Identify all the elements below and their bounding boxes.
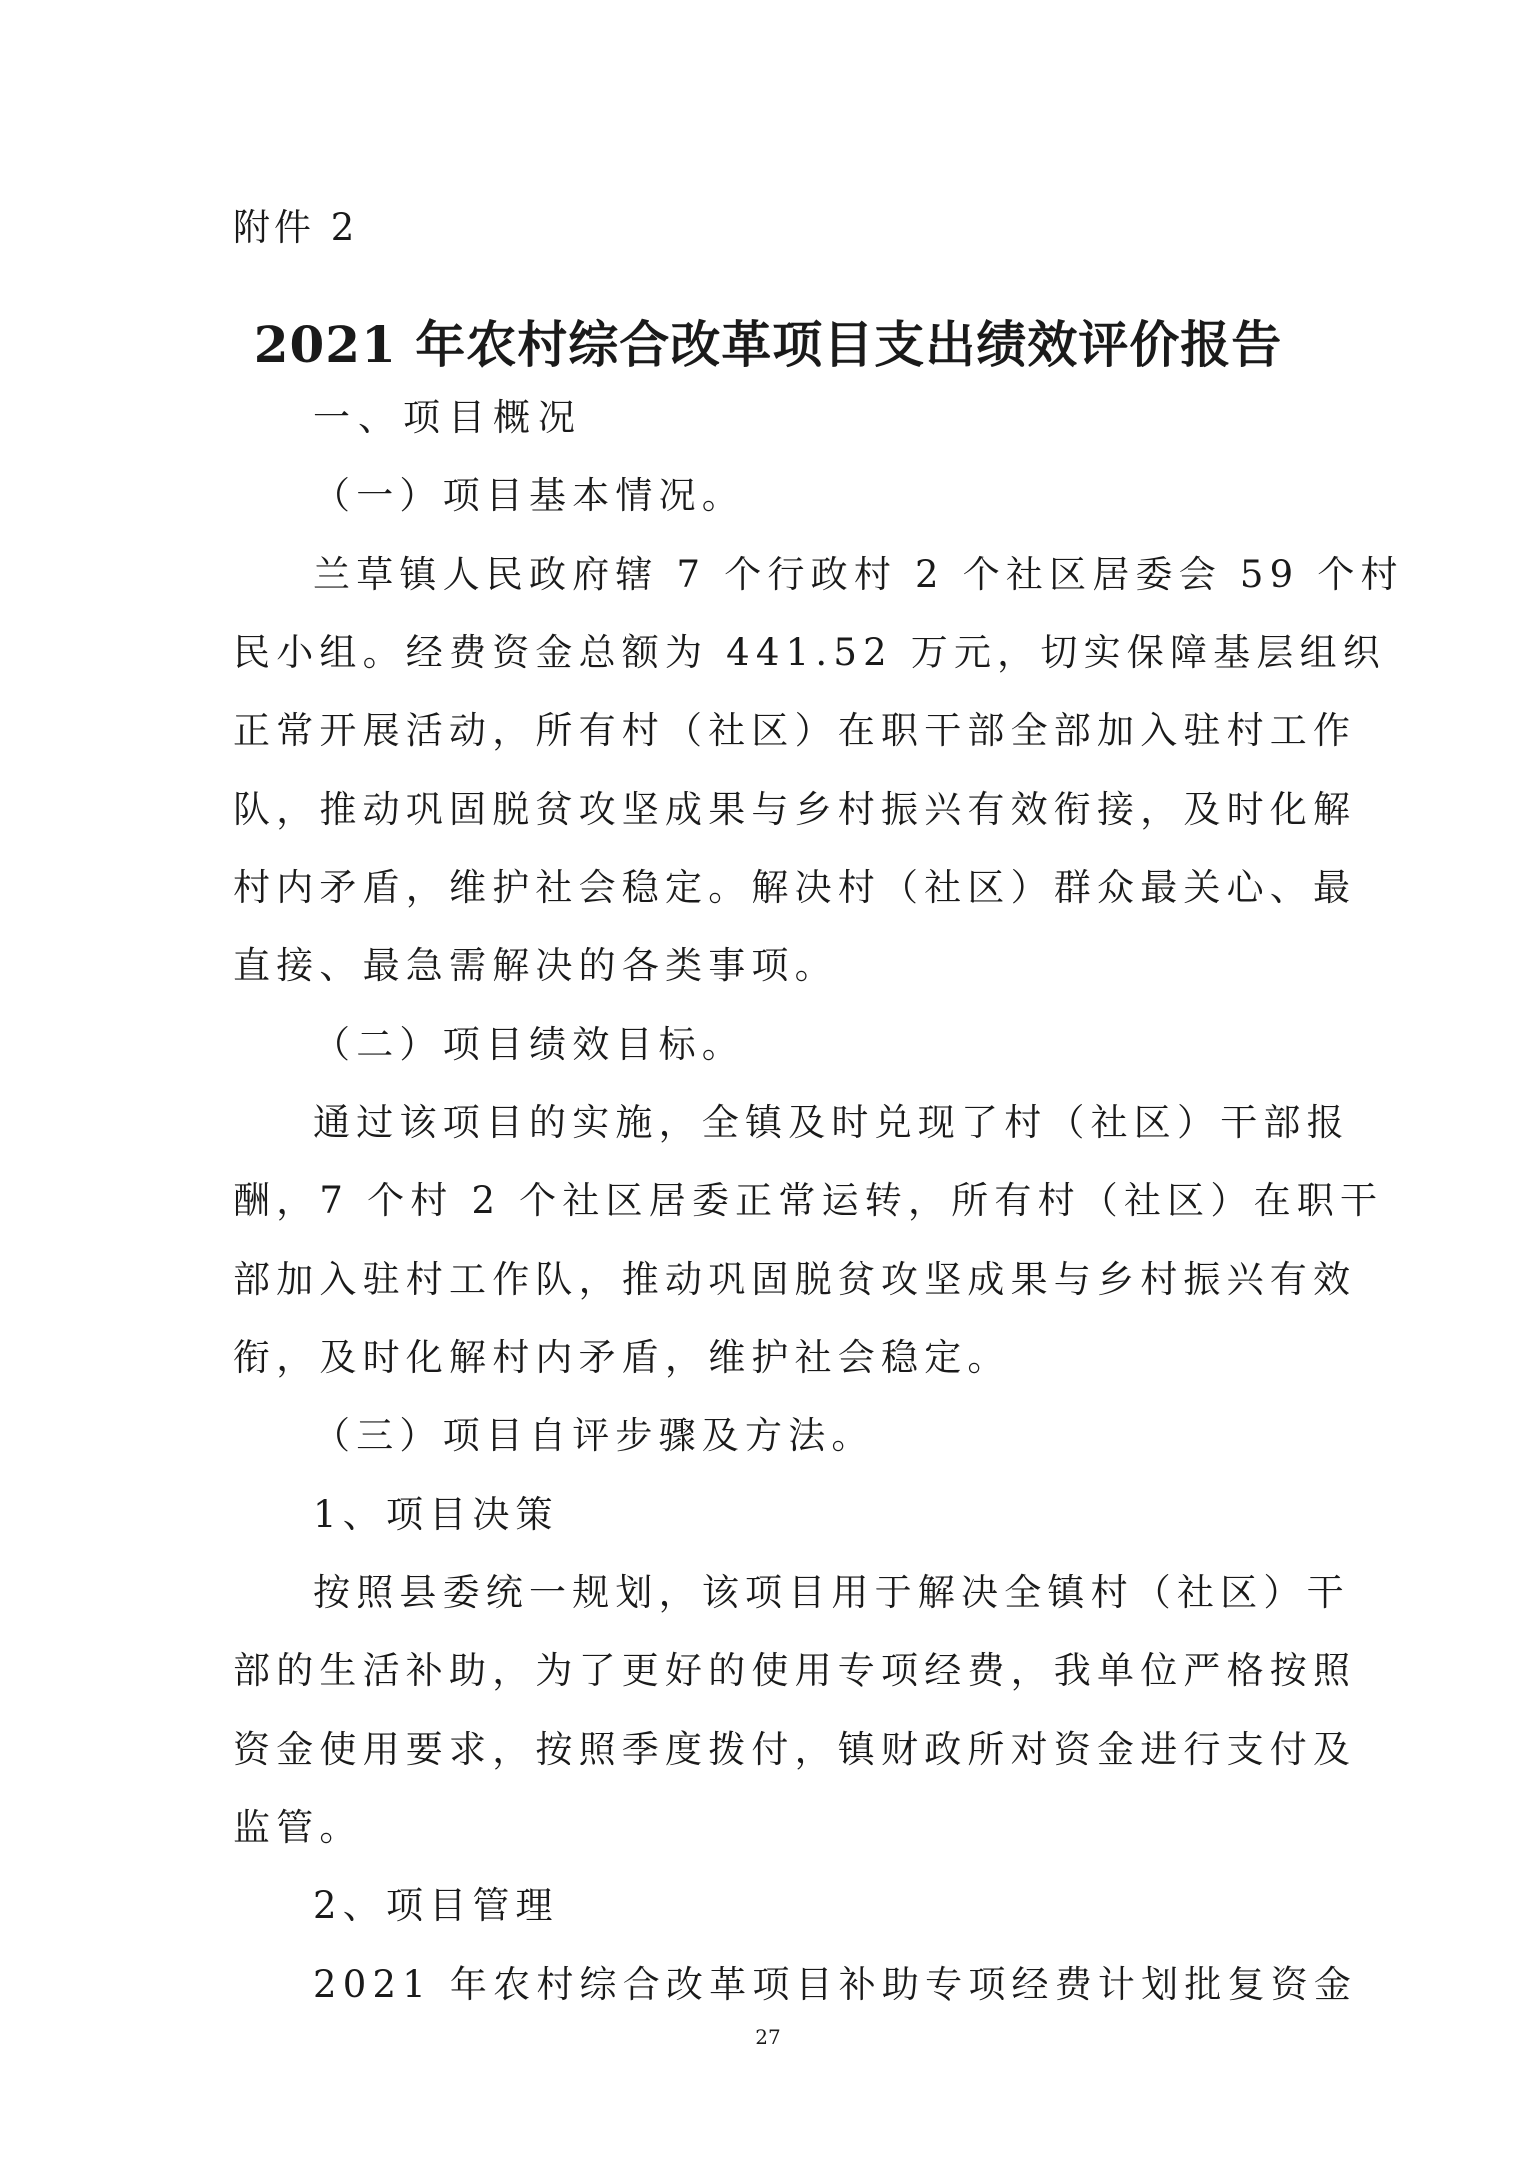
paragraph-line: 资金使用要求，按照季度拨付，镇财政所对资金进行支付及 xyxy=(233,1728,1357,1771)
section-heading-overview: 一、项目概况 xyxy=(313,396,583,439)
paragraph-line: 2021 年农村综合改革项目补助专项经费计划批复资金 xyxy=(313,1963,1358,2006)
paragraph-line: 队，推动巩固脱贫攻坚成果与乡村振兴有效衔接，及时化解 xyxy=(233,788,1357,831)
paragraph-line: 酬，7 个村 2 个社区居委正常运转，所有村（社区）在职干 xyxy=(233,1179,1384,1222)
item-heading-project-management: 2、项目管理 xyxy=(313,1884,559,1927)
paragraph-line: 部的生活补助，为了更好的使用专项经费，我单位严格按照 xyxy=(233,1649,1357,1692)
paragraph-line: 直接、最急需解决的各类事项。 xyxy=(233,944,838,987)
paragraph-line: 通过该项目的实施，全镇及时兑现了村（社区）干部报 xyxy=(313,1101,1350,1144)
paragraph-line: 按照县委统一规划，该项目用于解决全镇村（社区）干 xyxy=(313,1571,1350,1614)
paragraph-line: 民小组。经费资金总额为 441.52 万元，切实保障基层组织 xyxy=(233,631,1386,674)
report-title: 2021 年农村综合改革项目支出绩效评价报告 xyxy=(253,315,1283,374)
subsection-heading-performance-goals: （二）项目绩效目标。 xyxy=(313,1023,745,1066)
attachment-label: 附件 2 xyxy=(233,206,359,249)
subsection-heading-self-evaluation: （三）项目自评步骤及方法。 xyxy=(313,1414,875,1457)
paragraph-line: 兰草镇人民政府辖 7 个行政村 2 个社区居委会 59 个村 xyxy=(313,553,1404,596)
page-number: 27 xyxy=(755,2025,781,2049)
paragraph-line: 衔，及时化解村内矛盾，维护社会稳定。 xyxy=(233,1336,1011,1379)
subsection-heading-basic-info: （一）项目基本情况。 xyxy=(313,474,745,517)
paragraph-line: 监管。 xyxy=(233,1806,363,1849)
paragraph-line: 正常开展活动，所有村（社区）在职干部全部加入驻村工作 xyxy=(233,709,1357,752)
paragraph-line: 部加入驻村工作队，推动巩固脱贫攻坚成果与乡村振兴有效 xyxy=(233,1258,1357,1301)
item-heading-project-decision: 1、项目决策 xyxy=(313,1493,559,1536)
paragraph-line: 村内矛盾，维护社会稳定。解决村（社区）群众最关心、最 xyxy=(233,866,1357,909)
